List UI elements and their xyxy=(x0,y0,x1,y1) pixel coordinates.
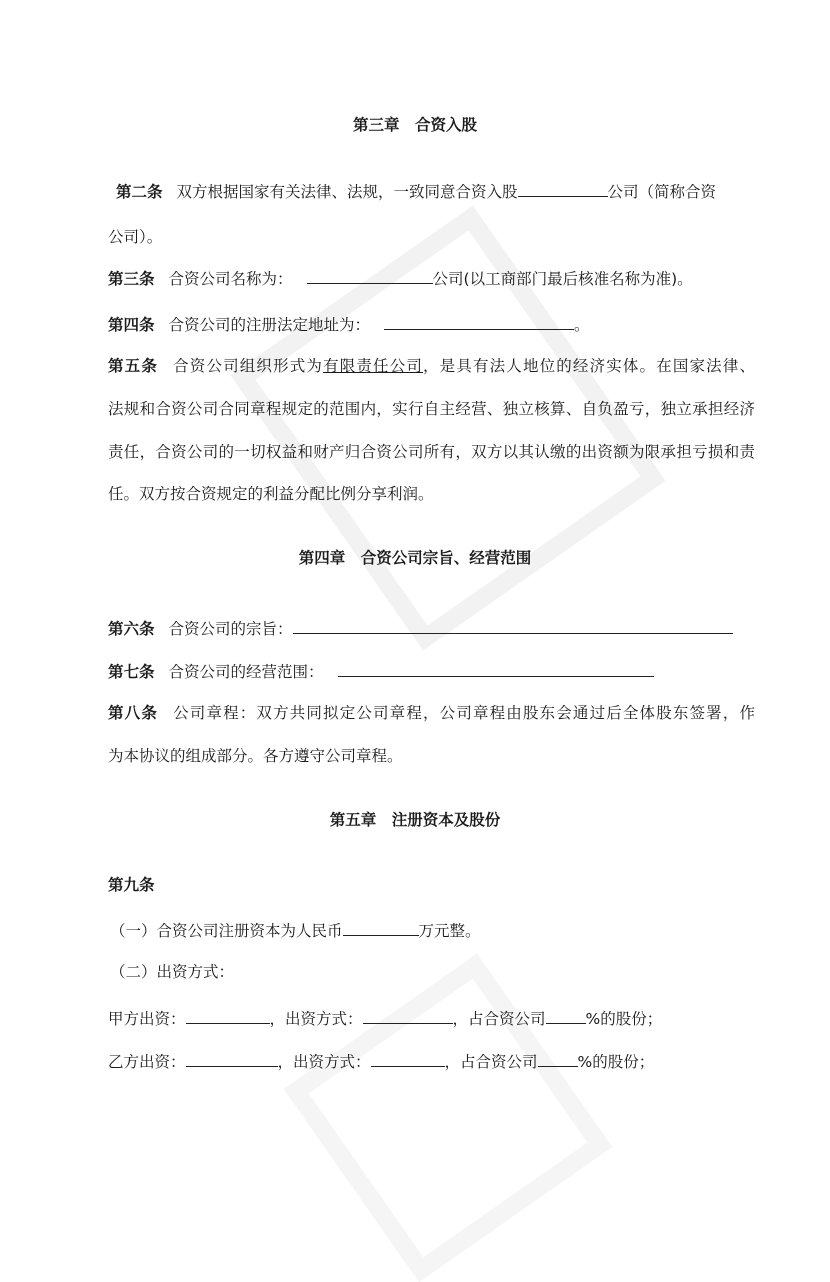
article-8-line: 为本协议的组成部分。各方遵守公司章程。 xyxy=(108,747,403,765)
blank-field[interactable] xyxy=(307,266,433,284)
article-8: 第八条 公司章程：双方共同拟定公司章程，公司章程由股东会通过后全体股东签署，作 xyxy=(108,704,755,722)
article-4: 第四条 合资公司的注册法定地址为： 。 xyxy=(108,312,590,336)
article-7: 第七条 合资公司的经营范围： xyxy=(108,659,654,683)
watermark xyxy=(284,954,613,1282)
article-5-line: 责任，合资公司的一切权益和财产归合资公司所有，双方以其认缴的出资额为限承担亏损和责 xyxy=(108,443,755,461)
blank-field[interactable] xyxy=(546,1006,586,1024)
article-label: 第二条 xyxy=(116,183,163,201)
blank-field[interactable] xyxy=(384,312,574,330)
party-b-contribution: 乙方出资： ，出资方式： ，占合资公司 %的股份； xyxy=(108,1049,654,1073)
blank-field[interactable] xyxy=(363,1006,453,1024)
blank-field[interactable] xyxy=(518,179,608,197)
blank-field[interactable] xyxy=(338,659,654,677)
chapter-3-title: 第三章 合资入股 xyxy=(352,116,477,134)
article-5-line: 法规和合资公司合同章程规定的范围内，实行自主经营、独立核算、自负盈亏，独立承担经济 xyxy=(108,400,755,418)
blank-field[interactable] xyxy=(293,616,733,634)
article-3: 第三条 合资公司名称为： 公司(以工商部门最后核准名称为准)。 xyxy=(108,266,693,290)
blank-field[interactable] xyxy=(371,1049,445,1067)
blank-field[interactable] xyxy=(538,1049,578,1067)
chapter-4-title: 第四章 合资公司宗旨、经营范围 xyxy=(298,549,532,567)
article-6: 第六条 合资公司的宗旨： xyxy=(108,616,733,640)
article-9: 第九条 xyxy=(108,876,155,894)
blank-field[interactable] xyxy=(343,918,419,936)
article-2-cont: 公司）。 xyxy=(108,228,163,246)
party-a-contribution: 甲方出资： ，出资方式： ，占合资公司 %的股份； xyxy=(108,1006,662,1030)
article-5: 第五条 合资公司组织形式为有限责任公司，是具有法人地位的经济实体。在国家法律、 xyxy=(108,357,755,375)
blank-field[interactable] xyxy=(186,1049,278,1067)
article-2: 第二条 双方根据国家有关法律、法规，一致同意合资入股 公司（简称合资 xyxy=(116,179,716,203)
article-9-item-1: （一）合资公司注册资本为人民币 万元整。 xyxy=(110,918,481,942)
blank-field[interactable] xyxy=(186,1006,270,1024)
article-5-line: 任。双方按合资规定的利益分配比例分享利润。 xyxy=(108,485,434,503)
chapter-5-title: 第五章 注册资本及股份 xyxy=(329,811,501,829)
article-9-item-2: （二）出资方式： xyxy=(110,963,235,981)
